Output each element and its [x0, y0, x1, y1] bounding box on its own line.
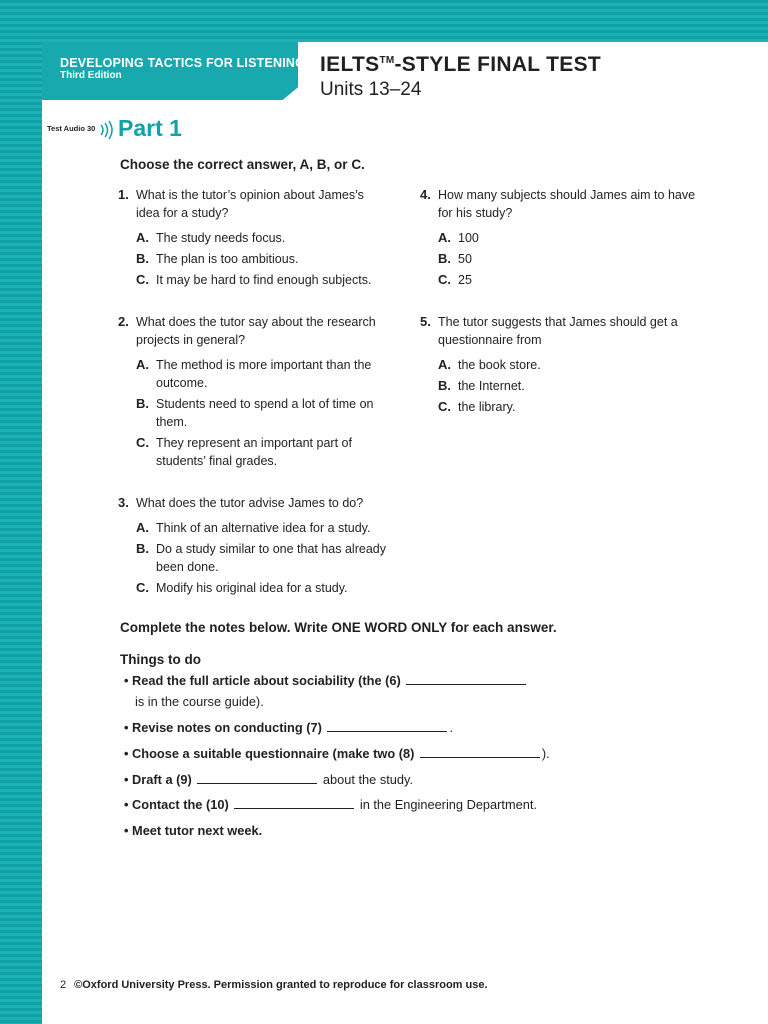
question-text-line: for his study? [438, 206, 513, 220]
option-text: They represent an important part of [156, 436, 352, 450]
question-1 [118, 186, 408, 292]
test-title [320, 53, 601, 77]
option-c [438, 271, 720, 289]
note-text: • Read the full article about sociability (the (6) [124, 673, 401, 688]
question-3 [118, 494, 408, 600]
option-letter: C. [136, 435, 149, 450]
instruction-note-completion: Complete the notes below. Write ONE WORD ONLY for each answer. [120, 620, 557, 635]
option-letter: C. [438, 272, 451, 287]
option-letter: B. [438, 251, 451, 266]
question-text [438, 186, 720, 222]
question-text-line: The tutor suggests that James should get a [438, 315, 678, 329]
page-footer [60, 979, 488, 991]
note-item-6 [124, 672, 528, 690]
question-text-line: projects in general? [136, 333, 246, 347]
question-4 [420, 186, 720, 292]
trademark-mark: TM [379, 55, 395, 66]
question-text [438, 313, 720, 349]
answer-options [136, 356, 408, 470]
option-b [136, 250, 408, 268]
copyright-notice: ©Oxford University Press. Permission granted to reproduce for classroom use. [74, 979, 488, 991]
option-text: the Internet. [458, 379, 525, 393]
question-text-line: How many subjects should James aim to have [438, 188, 696, 202]
option-text: Do a study similar to one that has already [156, 542, 386, 556]
option-text: students’ final grades. [156, 454, 278, 468]
option-a [136, 229, 408, 247]
note-text: • Draft a (9) [124, 772, 192, 787]
option-a [136, 519, 408, 537]
note-text: • Meet tutor next week. [124, 823, 263, 838]
question-text [136, 186, 408, 222]
question-number: 2. [118, 314, 129, 329]
option-letter: B. [136, 251, 149, 266]
question-number: 3. [118, 495, 129, 510]
question-text-line: idea for a study? [136, 206, 229, 220]
option-letter: A. [438, 230, 451, 245]
sound-waves-icon [98, 119, 116, 141]
note-text-after: ). [541, 746, 550, 761]
question-text-line: What is the tutor’s opinion about James’s [136, 188, 364, 202]
option-text: The method is more important than the [156, 358, 372, 372]
option-text: It may be hard to find enough subjects. [156, 273, 372, 287]
option-text: 25 [458, 273, 472, 287]
note-text-after: in the Engineering Department. [359, 797, 537, 812]
option-text: outcome. [156, 376, 208, 390]
option-text: the library. [458, 400, 516, 414]
question-number: 5. [420, 314, 431, 329]
answer-blank-8[interactable] [420, 745, 540, 758]
note-text-after: about the study. [322, 772, 414, 787]
test-title-ielts: IELTS [320, 53, 380, 76]
option-letter: B. [136, 396, 149, 411]
note-text: • Choose a suitable questionnaire (make two (8) [124, 746, 415, 761]
note-item-7 [124, 719, 453, 737]
note-text: • Revise notes on conducting (7) [124, 720, 322, 735]
option-letter: B. [136, 541, 149, 556]
option-text: The plan is too ambitious. [156, 252, 299, 266]
answer-blank-6[interactable] [406, 672, 526, 685]
option-c [438, 398, 720, 416]
answer-options [136, 229, 408, 289]
note-item-9 [124, 771, 413, 789]
note-text: • Contact the (10) [124, 797, 229, 812]
option-b [136, 395, 408, 431]
note-item-6-continuation: is in the course guide). [135, 694, 264, 709]
note-item-8 [124, 745, 550, 763]
option-text: The study needs focus. [156, 231, 286, 245]
question-text-line: What does the tutor advise James to do? [136, 496, 364, 510]
option-b [438, 250, 720, 268]
page-number: 2 [60, 979, 67, 991]
answer-blank-10[interactable] [234, 796, 354, 809]
top-border-band [0, 0, 768, 42]
question-text [136, 494, 408, 512]
option-letter: C. [136, 272, 149, 287]
option-letter: B. [438, 378, 451, 393]
option-letter: C. [136, 580, 149, 595]
option-a [136, 356, 408, 392]
option-text: 100 [458, 231, 479, 245]
test-units: Units 13–24 [320, 79, 422, 100]
option-a [438, 229, 720, 247]
note-text-after: . [449, 720, 454, 735]
question-text-line: questionnaire from [438, 333, 542, 347]
note-item-10 [124, 796, 537, 814]
question-5 [420, 313, 720, 419]
part-title: Part 1 [118, 115, 182, 141]
option-b [438, 377, 720, 395]
option-c [136, 579, 408, 597]
answer-options [438, 356, 720, 416]
answer-blank-9[interactable] [197, 771, 317, 784]
note-item-11 [124, 822, 262, 840]
option-letter: A. [136, 230, 149, 245]
option-letter: A. [438, 357, 451, 372]
option-text: been done. [156, 560, 219, 574]
notes-heading: Things to do [120, 652, 201, 667]
question-number: 4. [420, 187, 431, 202]
option-text: Modify his original idea for a study. [156, 581, 348, 595]
answer-options [136, 519, 408, 597]
option-text: them. [156, 415, 188, 429]
answer-blank-7[interactable] [327, 719, 447, 732]
audio-track-label: Test Audio 30 [47, 124, 96, 133]
test-title-rest: -STYLE FINAL TEST [394, 53, 602, 76]
option-a [438, 356, 720, 374]
instruction-multiple-choice: Choose the correct answer, A, B, or C. [120, 157, 365, 172]
option-c [136, 271, 408, 289]
question-2 [118, 313, 408, 473]
option-text: the book store. [458, 358, 541, 372]
option-letter: A. [136, 357, 149, 372]
option-letter: C. [438, 399, 451, 414]
option-b [136, 540, 408, 576]
option-text: Students need to spend a lot of time on [156, 397, 374, 411]
question-text-line: What does the tutor say about the research [136, 315, 376, 329]
option-text: Think of an alternative idea for a study. [156, 521, 371, 535]
answer-options [438, 229, 720, 289]
question-number: 1. [118, 187, 129, 202]
series-title: DEVELOPING TACTICS FOR LISTENING [60, 56, 306, 70]
option-letter: A. [136, 520, 149, 535]
left-border-band [0, 0, 42, 1024]
series-edition: Third Edition [60, 70, 122, 81]
option-text: 50 [458, 252, 472, 266]
question-text [136, 313, 408, 349]
option-c [136, 434, 408, 470]
